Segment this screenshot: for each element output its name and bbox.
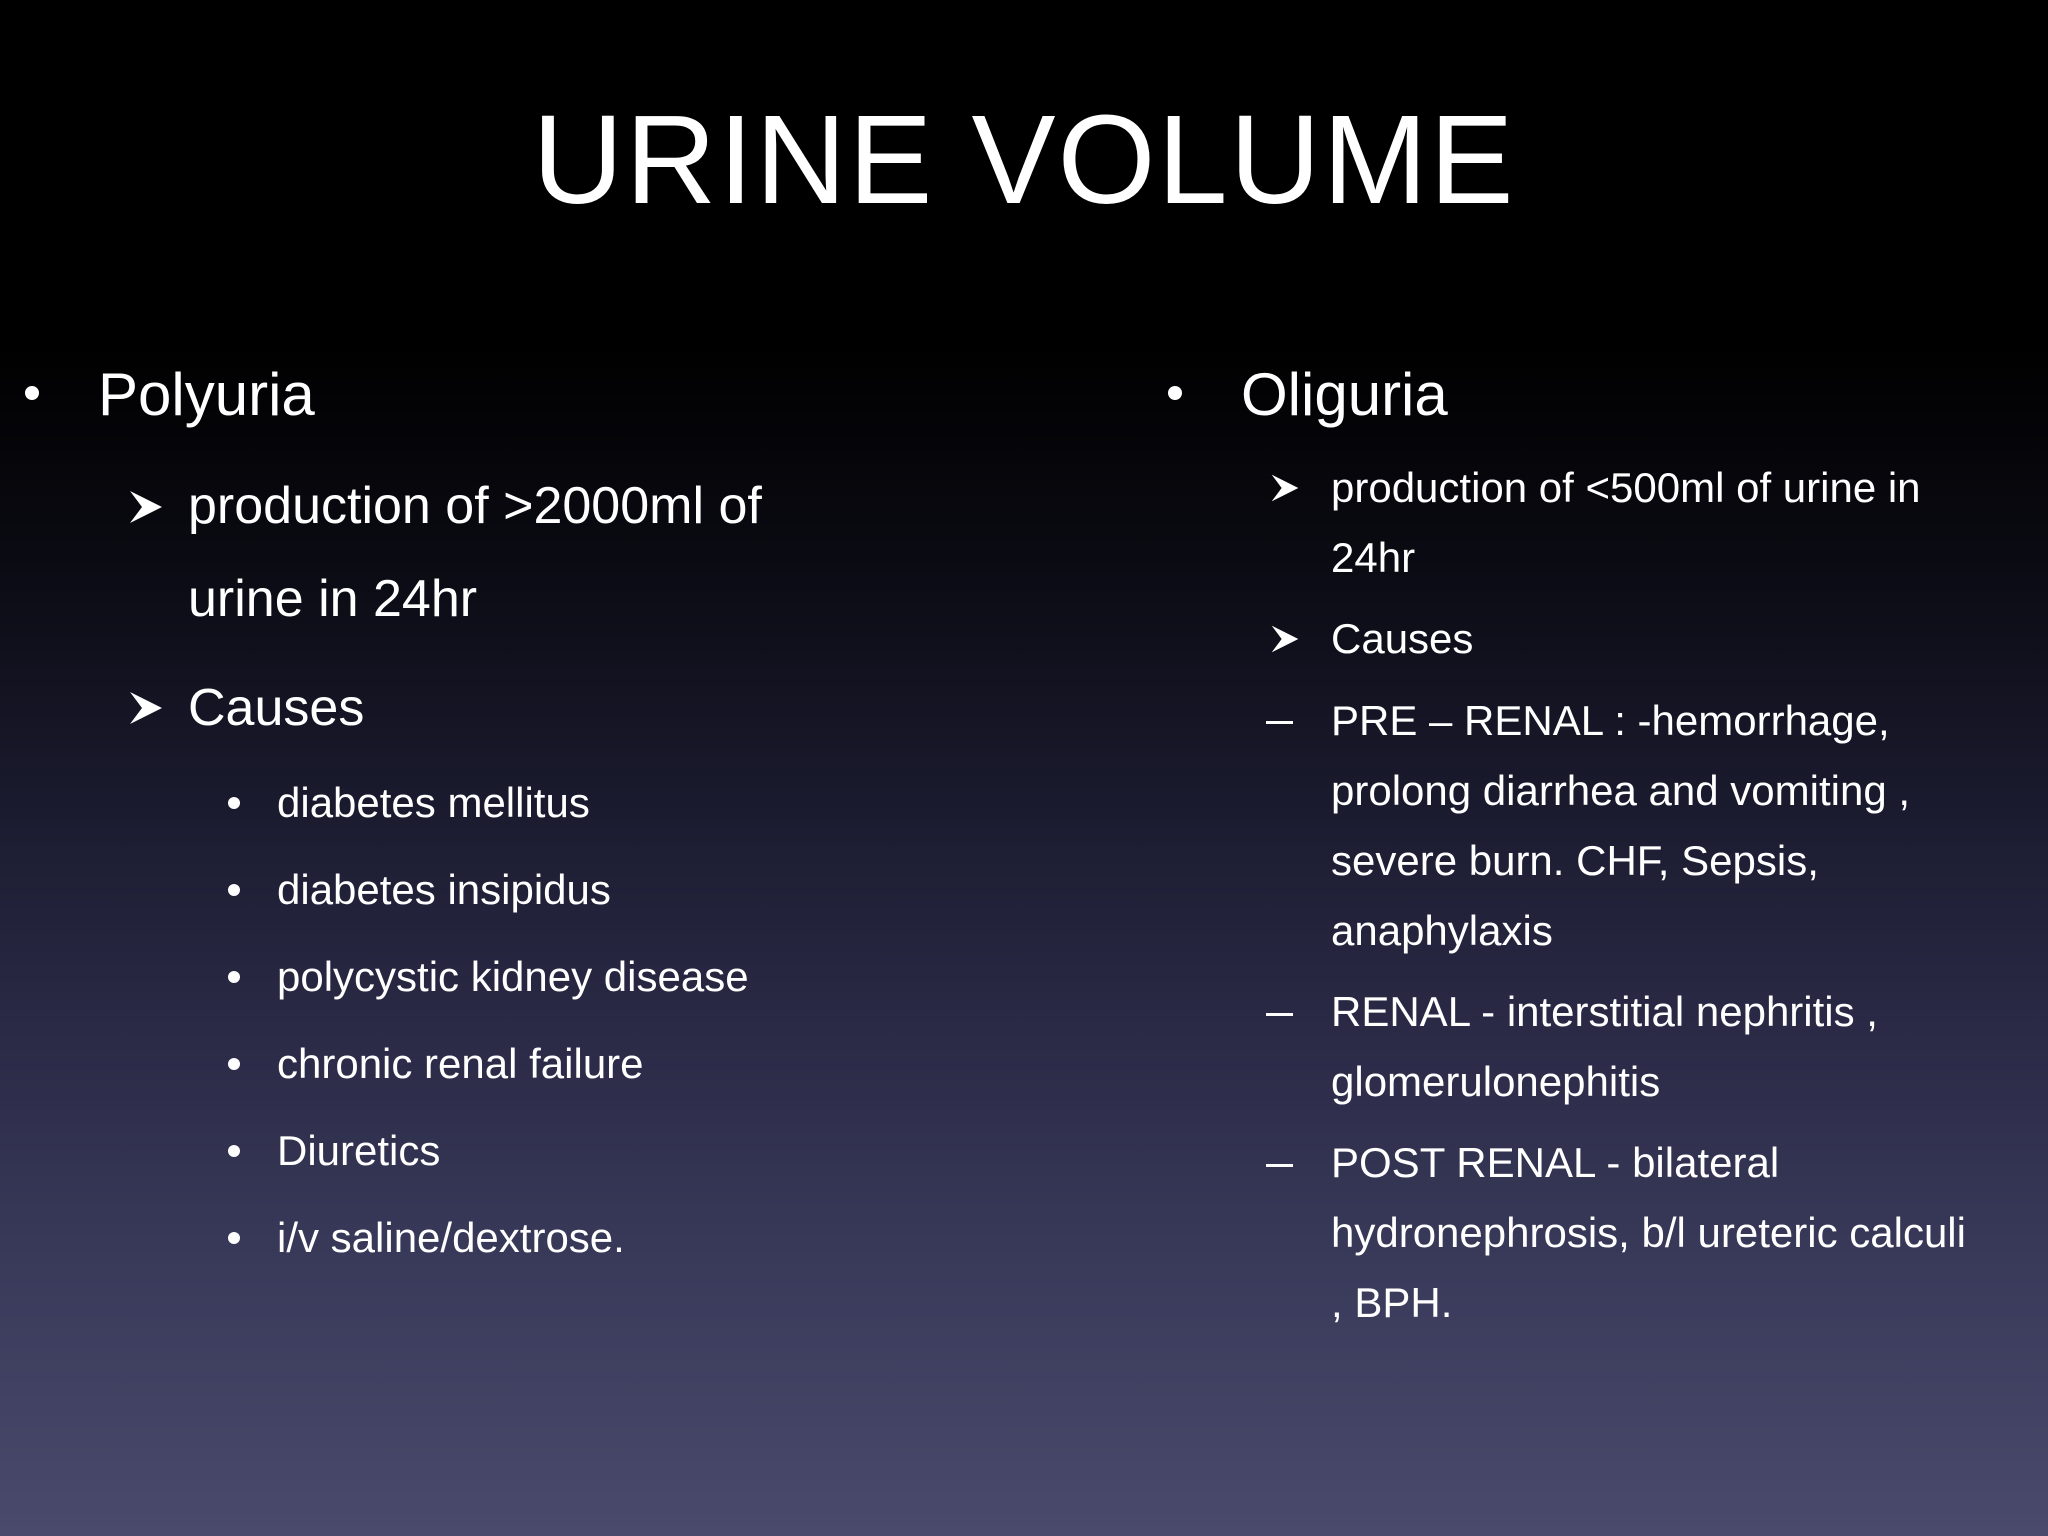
arrow-bullet-icon [1270,473,1300,503]
postrenal-line: , BPH. [1331,1279,1453,1326]
renal-line: RENAL - interstitial nephritis , [1331,988,1878,1035]
prerenal-line: anaphylaxis [1331,907,1553,954]
polyuria-definition-line1: production of >2000ml of [188,477,762,535]
bullet-dot-icon [1168,386,1182,400]
arrow-bullet-icon [128,489,164,525]
dash-bullet-icon [1266,1013,1293,1016]
renal-line: glomerulonephitis [1331,1058,1661,1105]
postrenal-line: hydronephrosis, b/l ureteric calculi [1331,1209,1966,1256]
list-item: diabetes insipidus [277,866,611,913]
list-item: Diuretics [277,1127,441,1174]
prerenal-line: prolong diarrhea and vomiting , [1331,767,1911,814]
list-item: chronic renal failure [277,1040,644,1087]
oliguria-definition-line2: 24hr [1331,534,1416,581]
dash-bullet-icon [1266,721,1293,724]
postrenal-line: POST RENAL - bilateral [1331,1139,1780,1186]
polyuria-definition-line2: urine in 24hr [188,570,478,628]
polyuria-heading: Polyuria [98,361,315,428]
prerenal-line: severe burn. CHF, Sepsis, [1331,837,1819,884]
oliguria-definition-line1: production of <500ml of urine in [1331,464,1921,511]
polyuria-causes-label: Causes [188,679,365,737]
arrow-bullet-icon [1270,624,1300,654]
bullet-dot-icon [228,797,240,809]
bullet-dot-icon [228,884,240,896]
arrow-bullet-icon [128,690,164,726]
list-item: i/v saline/dextrose. [277,1214,625,1261]
bullet-dot-icon [25,386,39,400]
prerenal-line: PRE – RENAL : -hemorrhage, [1331,697,1890,744]
bullet-dot-icon [228,1145,240,1157]
bullet-dot-icon [228,1058,240,1070]
dash-bullet-icon [1266,1164,1293,1167]
bullet-dot-icon [228,1232,240,1244]
list-item: polycystic kidney disease [277,953,749,1000]
bullet-dot-icon [228,971,240,983]
list-item: diabetes mellitus [277,779,590,826]
oliguria-heading: Oliguria [1241,361,1448,428]
slide-title: URINE VOLUME [532,89,1516,230]
oliguria-causes-label: Causes [1331,615,1474,662]
